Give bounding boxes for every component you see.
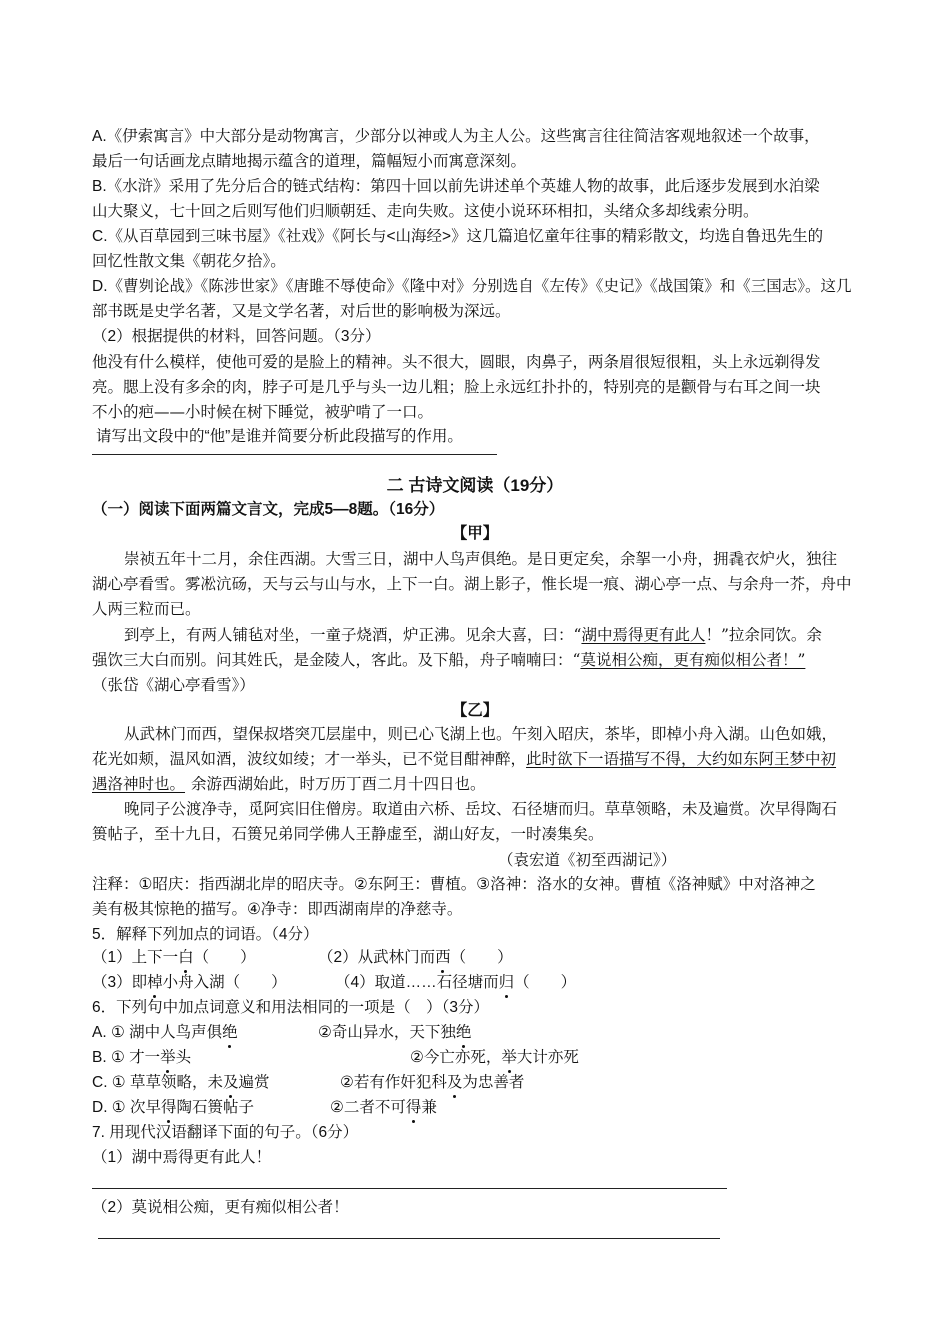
dotted-word: 得 (406, 1096, 422, 1120)
answer-line-q7-1[interactable] (92, 1188, 727, 1189)
q5-answer-blank[interactable]: （ ） (450, 949, 513, 966)
q6-text: 遍赏 (238, 1074, 270, 1091)
q5-item-text: （4）取道……石径塘而 (335, 974, 499, 991)
q6-option-d-2 (330, 1096, 437, 1120)
dotted-word: 西 (435, 946, 451, 970)
question-5-item-3 (92, 971, 287, 995)
q6-option-c-1 (92, 1071, 270, 1095)
yi-p1-line-1: 从武林门而西，望保叔塔突兀层崖中，则已心飞湖上也。午刻入昭庆，茶毕，即棹小舟入湖。山色如娥， (124, 725, 838, 743)
q6-text: ②二者不可 (330, 1099, 406, 1116)
q6-option-d-1 (92, 1096, 254, 1120)
q6-text: 头 (175, 1049, 192, 1066)
question-2-task: 请写出文段中的“他”是谁并简要分析此段描写的作用。 (96, 428, 463, 445)
q6-option-a-2 (318, 1021, 471, 1045)
q6-text: D. ① 次早 (92, 1099, 162, 1116)
yi-p2-line-2: 篑帖子，至十九日，石篑兄弟同学佛人王静虚至，湖山好友，一时凑集矣。 (92, 825, 604, 843)
option-b-line-1: B.《水浒》采用了先分后合的链式结构：第四十回以前先讲述单个英雄人物的故事，此后逐步发展到水泊梁 (92, 178, 820, 195)
dotted-word: 及 (223, 1071, 239, 1095)
passage-line-2: 亮。腮上没有多余的肉，脖子可是几乎与头一边儿粗；脸上永远红扑扑的，特别亮的是颧骨与右耳之间一块 (92, 378, 821, 396)
jia-p2-text: ！”拉余同饮。余 (705, 626, 822, 644)
text-jia-label: 【甲】 (451, 525, 499, 542)
question-5-item-2 (318, 946, 513, 970)
question-5-item-4 (335, 971, 576, 995)
option-b-line-2: 山大聚义，七十回之后则写他们归顺朝廷、走向失败。这使小说环环相扣，头绪众多却线索分明。 (92, 203, 759, 220)
answer-line-q2[interactable] (92, 454, 497, 455)
text-yi-label: 【乙】 (451, 702, 499, 719)
question-2-stem: （2）根据提供的材料，回答问题。（3分） (92, 328, 381, 345)
q6-text: C. ① 草草领略，未 (92, 1074, 224, 1091)
option-c-line-1: C.《从百草园到三味书屋》《社戏》《阿长与<山海经>》这几篇追忆童年往事的精彩散文，均选自鲁迅先生的 (92, 228, 824, 245)
dotted-word: 棹 (147, 971, 163, 995)
yi-p1-text: 花光如颊，温风如酒，波纹如绫；才一举头，已不觉目酣神醉， (92, 750, 527, 768)
q6-option-b-2 (410, 1046, 579, 1070)
jia-source: （张岱《湖心亭看雪》） (92, 676, 255, 694)
yi-source: （袁宏道《初至西湖记》） (498, 851, 677, 869)
dotted-word: 得 (161, 1096, 177, 1120)
q6-text: 为忠善者 (462, 1074, 525, 1091)
q6-text: ②今亡亦死， (410, 1049, 502, 1066)
option-c-line-2: 回忆性散文集《朝花夕拾》。 (92, 253, 286, 270)
option-d-line-2: 部书既是史学名著，又是文学名著，对后世的影响极为深远。 (92, 303, 511, 320)
yi-p1-text: 余游西湖始此，时万历丁酉二月十四日也。 (191, 775, 486, 793)
answer-line-q7-2[interactable] (98, 1238, 720, 1239)
yi-p2-line-1: 晚同子公渡净寺，觅阿宾旧住僧房。取道由六桥、岳坟、石径塘而归。草草领略，未及遍赏。次早得陶石 (124, 800, 838, 818)
section-2-title: 二 古诗文阅读（19分） (386, 476, 564, 495)
yi-p1-line-2 (92, 747, 836, 771)
dotted-word: 举 (501, 1046, 517, 1070)
q5-answer-blank[interactable]: （ ） (193, 949, 256, 966)
q6-text: ②奇山异水，天下独 (318, 1024, 456, 1041)
option-a-line-2: 最后一句话画龙点睛地揭示蕴含的道理，篇幅短小而寓意深刻。 (92, 153, 527, 170)
dotted-word: 及 (447, 1071, 463, 1095)
question-7-stem: 7. 用现代汉语翻译下面的句子。（6分） (92, 1124, 359, 1141)
underlined-sentence-yi: 此时欲下一语描写不得，大约如东阿王梦中初 (526, 750, 837, 768)
jia-p2-text: 到亭上，有两人铺毡对坐，一童子烧酒，炉正沸。见余大喜，曰：“ (124, 626, 582, 644)
jia-p1-line-2: 湖心亭看雪。雾凇沆砀，天与云与山与水，上下一白。湖上影子，惟长堤一痕、湖心亭一点、与余舟一芥，舟中 (92, 575, 852, 593)
yi-p1-line-3 (92, 772, 486, 796)
dotted-word: 绝 (456, 1021, 472, 1045)
q6-text: A. ① 湖中人鸟声俱 (92, 1024, 223, 1041)
notes-line-1: 注释：①昭庆：指西湖北岸的昭庆寺。②东阿王：曹植。③洛神：洛水的女神。曹植《洛神赋》中对洛神之 (92, 876, 816, 893)
question-5-stem: 5．解释下列加点的词语。（4分） (92, 926, 319, 943)
q6-text: 陶石篑帖子 (176, 1099, 255, 1116)
jia-p1-line-3: 人两三粒而已。 (92, 600, 201, 618)
q6-text: 大计亦死 (516, 1049, 579, 1066)
underlined-sentence-yi-end: 遇洛神时也。 (92, 775, 186, 793)
option-a-line-1: A.《伊索寓言》中大部分是动物寓言，少部分以神或人为主人公。这些寓言往往简洁客观地叙述一个故事， (92, 128, 820, 145)
notes-line-2: 美有极其惊艳的描写。④净寺：即西湖南岸的净慈寺。 (92, 901, 463, 918)
q7-sentence-2: （2）莫说相公痴，更有痴似相公者！ (92, 1199, 349, 1216)
option-d-line-1: D.《曹刿论战》《陈涉世家》《唐雎不辱使命》《隆中对》分别选自《左传》《史记》《战国策》和《三国志》。这几 (92, 278, 852, 295)
underlined-sentence-1: 湖中焉得更有此人 (581, 626, 706, 644)
dotted-word: 白 (178, 946, 194, 970)
q6-option-c-2 (340, 1071, 524, 1095)
q6-text: B. ① 才一 (92, 1049, 161, 1066)
dotted-word: 举 (160, 1046, 176, 1070)
passage-line-3: 不小的疤——小时候在树下睡觉，被驴啃了一口。 (92, 403, 434, 421)
dotted-word: 归 (499, 971, 515, 995)
jia-p2-text: ！” (781, 651, 806, 669)
q5-item-text: （1）上下一 (92, 949, 179, 966)
jia-p1-line-1: 崇祯五年十二月，余住西湖。大雪三日，湖中人鸟声俱绝。是日更定矣，余挐一小舟，拥毳衣炉火，独往 (124, 550, 838, 568)
q6-option-b-1 (92, 1046, 191, 1070)
q6-text: ②若有作奸犯科 (340, 1074, 447, 1091)
dotted-word: 绝 (222, 1021, 238, 1045)
question-6-stem: 6．下列句中加点词意义和用法相同的一项是（ ）（3分） (92, 999, 489, 1016)
passage-line-1: 他没有什么模样，使他可爱的是脸上的精神。头不很大，圆眼，肉鼻子，两条眉很短很粗，头上永远剃得发 (92, 353, 821, 371)
q5-answer-blank[interactable]: （ ） (514, 974, 577, 991)
q5-item-text: （2）从武林门而 (318, 949, 436, 966)
section-2-subtitle: （一）阅读下面两篇文言文，完成5—8题。（16分） (92, 501, 445, 518)
q5-item-text: （3）即 (92, 974, 148, 991)
jia-p2-line-1 (124, 623, 822, 647)
q7-sentence-1: （1）湖中焉得更有此人！ (92, 1149, 272, 1166)
question-5-item-1 (92, 946, 256, 970)
jia-p2-text: 强饮三大白而别。问其姓氏，是金陵人，客此。及下船，舟子喃喃曰：“ (92, 651, 581, 669)
jia-p2-line-2 (92, 648, 805, 672)
underlined-sentence-2: 莫说相公痴，更有痴似相公者 (580, 651, 782, 669)
q6-text: 兼 (421, 1099, 437, 1116)
q5-answer-blank[interactable]: 小舟入湖（ ） (162, 974, 287, 991)
q6-option-a-1 (92, 1021, 238, 1045)
